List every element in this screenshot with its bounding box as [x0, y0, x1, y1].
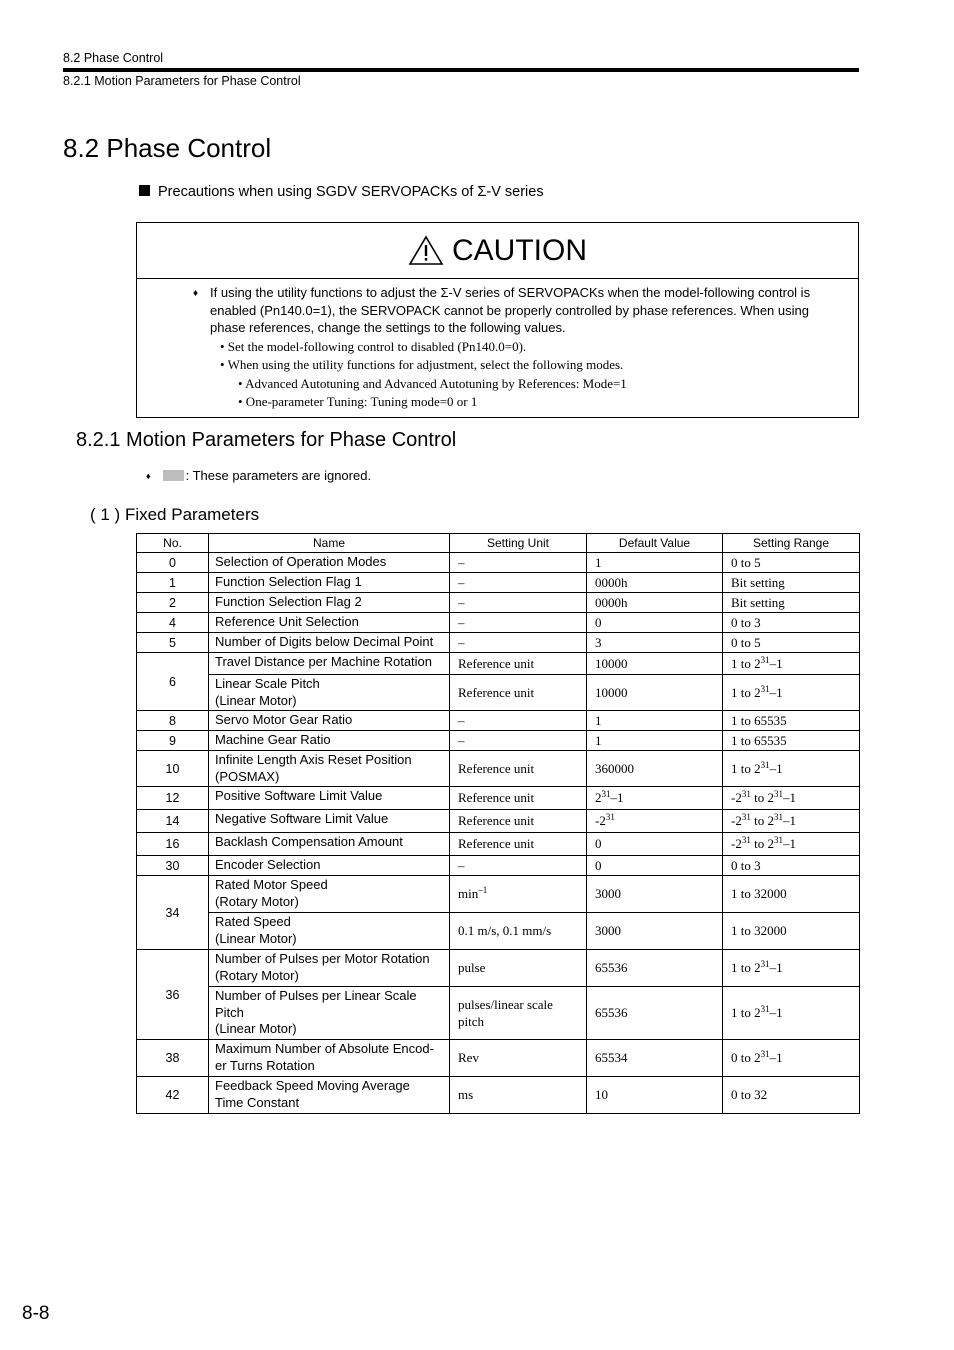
param-range: $-2^{31}$ to $2^{31}-1$	[723, 810, 860, 833]
param-range: 1 to 65535	[723, 711, 860, 731]
param-name: Feedback Speed Moving Average Time Constant	[209, 1077, 450, 1114]
param-range: 1 to $2^{31}-1$	[723, 950, 860, 987]
page-title: 8.2 Phase Control	[63, 133, 272, 163]
param-name: Encoder Selection	[209, 856, 450, 876]
table-row	[137, 633, 860, 653]
param-no: 16	[137, 833, 209, 856]
param-range: 1 to $2^{31}-1$	[723, 675, 860, 711]
param-default: 1	[587, 553, 723, 573]
header-rule	[63, 68, 859, 72]
param-no: 1	[137, 573, 209, 593]
running-header-section: 8.2 Phase Control	[63, 51, 164, 65]
param-default: 10	[587, 1077, 723, 1114]
precaution-text: Precautions when using SGDV SERVOPACKs of Σ-V series	[158, 184, 544, 200]
param-default: 360000	[587, 751, 723, 787]
param-no: 38	[137, 1040, 209, 1077]
ignored-note-text: : These parameters are ignored.	[185, 468, 372, 483]
param-no: 4	[137, 613, 209, 633]
param-default: 0000h	[587, 573, 723, 593]
param-range: 0 to 3	[723, 856, 860, 876]
param-name: Number of Pulses per Linear Scale Pitch (Linear Motor)	[209, 987, 450, 1040]
param-default: 10000	[587, 675, 723, 711]
param-default: 0	[587, 856, 723, 876]
param-name: Maximum Number of Absolute Encod- er Turns Rotation	[209, 1040, 450, 1077]
param-no: 12	[137, 787, 209, 810]
param-name: Function Selection Flag 2	[209, 593, 450, 613]
caution-box	[136, 222, 859, 418]
caution-body	[137, 279, 858, 417]
table-row	[137, 913, 860, 950]
table-row	[137, 1040, 860, 1077]
param-range: Bit setting	[723, 593, 860, 613]
caution-sub-1: • Set the model-following control to disabled (Pn140.0=0).	[220, 339, 527, 354]
param-unit: ms	[450, 1077, 587, 1114]
page-number: 8-8	[22, 1303, 50, 1324]
param-default: 3000	[587, 913, 723, 950]
warning-triangle-icon	[408, 235, 444, 266]
param-default: 10000	[587, 653, 723, 675]
param-no: 36	[137, 950, 209, 1040]
param-default: 0	[587, 833, 723, 856]
table-row	[137, 856, 860, 876]
param-range: $-2^{31}$ to $2^{31}-1$	[723, 787, 860, 810]
header-no: No.	[137, 534, 209, 553]
param-unit: $\min^{-1}$	[450, 876, 587, 913]
param-default: $2^{31}-1$	[587, 787, 723, 810]
param-default: 1	[587, 731, 723, 751]
table-row	[137, 751, 860, 787]
param-no: 2	[137, 593, 209, 613]
param-name: Servo Motor Gear Ratio	[209, 711, 450, 731]
param-unit: Reference unit	[450, 751, 587, 787]
param-default: 65534	[587, 1040, 723, 1077]
caution-line-3: phase references, change the settings to the following values.	[210, 320, 566, 335]
param-name: Number of Pulses per Motor Rotation (Rotary Motor)	[209, 950, 450, 987]
table-row	[137, 711, 860, 731]
param-range: 0 to $2^{31}-1$	[723, 1040, 860, 1077]
param-name: Rated Speed (Linear Motor)	[209, 913, 450, 950]
param-name: Backlash Compensation Amount	[209, 833, 450, 856]
param-default: 0	[587, 613, 723, 633]
param-name: Positive Software Limit Value	[209, 787, 450, 810]
param-unit: –	[450, 633, 587, 653]
fixed-parameters-table	[136, 533, 860, 1114]
param-unit: pulses/linear scale pitch	[450, 987, 587, 1040]
param-default: $-2^{31}$	[587, 810, 723, 833]
caution-sub-2b: • One-parameter Tuning: Tuning mode=0 or 1	[238, 394, 478, 409]
table-row	[137, 731, 860, 751]
param-name: Selection of Operation Modes	[209, 553, 450, 573]
param-no: 10	[137, 751, 209, 787]
table-row	[137, 613, 860, 633]
param-range: 1 to $2^{31}-1$	[723, 987, 860, 1040]
param-default: 65536	[587, 987, 723, 1040]
param-name: Reference Unit Selection	[209, 613, 450, 633]
precaution-heading	[139, 184, 544, 200]
caution-sub-2a: • Advanced Autotuning and Advanced Autotuning by References: Mode=1	[238, 376, 627, 391]
table-header-row	[137, 534, 860, 553]
table-row	[137, 950, 860, 987]
table-row	[137, 573, 860, 593]
square-bullet-icon	[139, 185, 150, 196]
section-title: 8.2.1 Motion Parameters for Phase Control	[76, 429, 457, 451]
param-range: 1 to 32000	[723, 876, 860, 913]
param-unit: –	[450, 593, 587, 613]
param-default: 65536	[587, 950, 723, 987]
param-unit: Rev	[450, 1040, 587, 1077]
param-range: 0 to 5	[723, 633, 860, 653]
caution-header	[137, 223, 858, 279]
param-name: Number of Digits below Decimal Point	[209, 633, 450, 653]
param-no: 5	[137, 633, 209, 653]
fixed-parameters-title: ( 1 ) Fixed Parameters	[90, 505, 260, 524]
param-name: Function Selection Flag 1	[209, 573, 450, 593]
table-row	[137, 675, 860, 711]
param-unit: Reference unit	[450, 675, 587, 711]
param-range: Bit setting	[723, 573, 860, 593]
table-row	[137, 787, 860, 810]
param-name: Negative Software Limit Value	[209, 810, 450, 833]
param-range: 0 to 3	[723, 613, 860, 633]
table-row	[137, 653, 860, 675]
param-unit: Reference unit	[450, 653, 587, 675]
param-range: 1 to $2^{31}-1$	[723, 751, 860, 787]
param-name: Infinite Length Axis Reset Position (POSMAX)	[209, 751, 450, 787]
diamond-bullet-icon: ♦	[193, 288, 199, 299]
param-unit: pulse	[450, 950, 587, 987]
diamond-bullet-icon: ♦	[146, 471, 151, 481]
header-setting-range: Setting Range	[723, 534, 860, 553]
param-no: 8	[137, 711, 209, 731]
caution-line-2: enabled (Pn140.0=1), the SERVOPACK cannot be properly controlled by phase references. When using	[210, 302, 809, 318]
caution-sub-2: • When using the utility functions for adjustment, select the following modes.	[220, 357, 624, 372]
header-name: Name	[209, 534, 450, 553]
caution-heading: CAUTION	[452, 233, 587, 267]
header-default-value: Default Value	[587, 534, 723, 553]
table-row	[137, 810, 860, 833]
table-row	[137, 593, 860, 613]
param-no: 42	[137, 1077, 209, 1114]
param-range: 0 to 5	[723, 553, 860, 573]
param-unit: –	[450, 856, 587, 876]
param-no: 6	[137, 653, 209, 711]
param-name: Rated Motor Speed (Rotary Motor)	[209, 876, 450, 913]
header-setting-unit: Setting Unit	[450, 534, 587, 553]
param-no: 9	[137, 731, 209, 751]
param-unit: –	[450, 613, 587, 633]
param-range: 0 to 32	[723, 1077, 860, 1114]
param-unit: 0.1 m/s, 0.1 mm/s	[450, 913, 587, 950]
param-unit: –	[450, 731, 587, 751]
param-unit: Reference unit	[450, 787, 587, 810]
table-row	[137, 553, 860, 573]
param-no: 34	[137, 876, 209, 950]
param-unit: Reference unit	[450, 810, 587, 833]
param-name: Machine Gear Ratio	[209, 731, 450, 751]
param-default: 1	[587, 711, 723, 731]
param-range: $-2^{31}$ to $2^{31}-1$	[723, 833, 860, 856]
param-unit: –	[450, 711, 587, 731]
param-no: 0	[137, 553, 209, 573]
table-row	[137, 1077, 860, 1114]
ignored-note	[146, 468, 371, 483]
param-default: 3000	[587, 876, 723, 913]
param-name: Linear Scale Pitch (Linear Motor)	[209, 675, 450, 711]
table-row	[137, 833, 860, 856]
param-no: 14	[137, 810, 209, 833]
param-range: 1 to $2^{31}-1$	[723, 653, 860, 675]
param-no: 30	[137, 856, 209, 876]
param-unit: –	[450, 553, 587, 573]
param-name: Travel Distance per Machine Rotation	[209, 653, 450, 675]
param-unit: Reference unit	[450, 833, 587, 856]
param-default: 3	[587, 633, 723, 653]
param-unit: –	[450, 573, 587, 593]
table-row	[137, 987, 860, 1040]
param-range: 1 to 65535	[723, 731, 860, 751]
param-default: 0000h	[587, 593, 723, 613]
gray-swatch	[163, 470, 184, 481]
table-row	[137, 876, 860, 913]
running-header-subsection: 8.2.1 Motion Parameters for Phase Control	[63, 74, 301, 88]
param-range: 1 to 32000	[723, 913, 860, 950]
caution-line-1: If using the utility functions to adjust the Σ-V series of SERVOPACKs when the model-following control is	[210, 285, 811, 300]
